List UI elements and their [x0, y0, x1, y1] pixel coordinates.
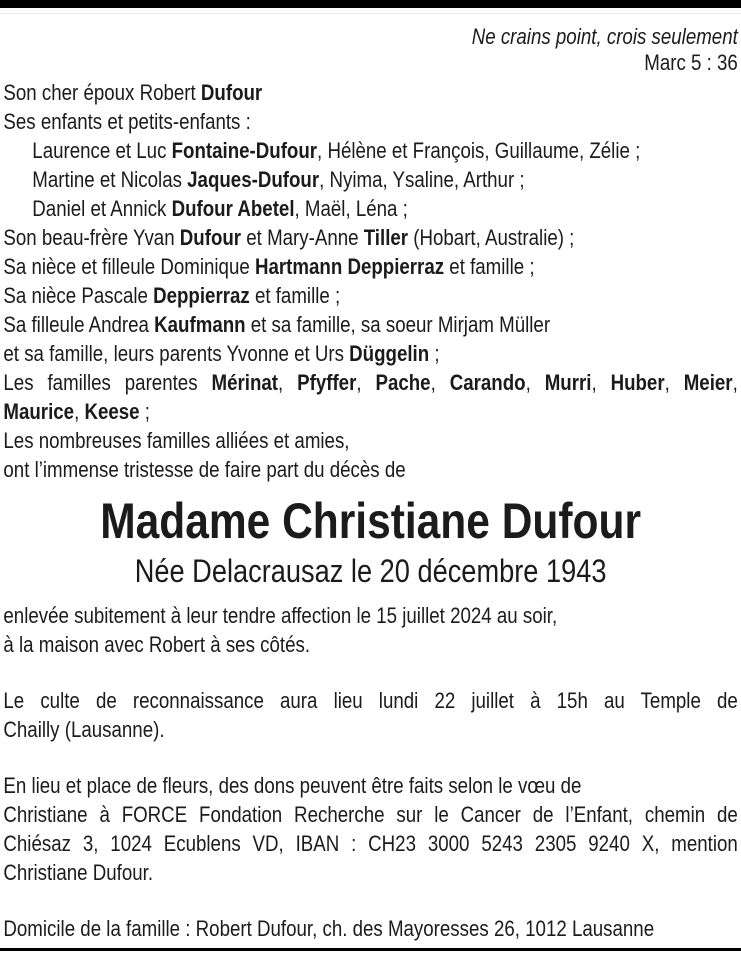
text-segment: Le culte de reconnaissance aura lieu lundi 22 juillet à 15h au Temple de — [3, 688, 738, 713]
text-line — [3, 252, 737, 281]
surname-bold: Meier — [683, 370, 733, 395]
text-segment: et famille ; — [249, 283, 341, 308]
text-segment: (Hobart, Australie) ; — [408, 225, 575, 250]
text-segment: , — [664, 370, 684, 395]
surname-bold: Dufour — [179, 225, 242, 250]
text-segment: , Nyima, Ysaline, Arthur ; — [319, 167, 525, 192]
text-line — [3, 914, 737, 943]
text-segment: Daniel et Annick — [32, 196, 172, 221]
text-segment: et famille ; — [444, 254, 535, 279]
text-segment: enlevée subitement à leur tendre affection le 15 juillet 2024 au soir, — [3, 603, 558, 628]
text-segment: et Mary-Anne — [241, 225, 364, 250]
surname-bold: Dufour Abetel — [171, 196, 295, 221]
text-line — [3, 223, 737, 252]
top-border-rule — [0, 0, 741, 8]
text-line — [3, 426, 737, 455]
surname-bold: Düggelin — [349, 341, 430, 366]
text-segment: Les familles parentes — [3, 370, 212, 395]
death-circumstances-paragraph — [3, 601, 737, 659]
service-information-paragraph — [3, 686, 737, 744]
text-segment: , — [525, 370, 545, 395]
text-line — [3, 136, 737, 165]
text-line — [3, 339, 737, 368]
surname-bold: Mérinat — [211, 370, 279, 395]
surname-bold: Pfyffer — [297, 370, 357, 395]
text-segment: ont l’immense tristesse de faire part du décès de — [3, 457, 406, 482]
text-segment: , Maël, Léna ; — [294, 196, 408, 221]
text-segment: Sa nièce Pascale — [3, 283, 154, 308]
body-paragraphs — [3, 601, 737, 943]
text-segment: à la maison avec Robert à ses côtés. — [3, 632, 311, 657]
text-segment: , — [74, 399, 85, 424]
text-line — [3, 715, 737, 744]
surname-bold: Murri — [544, 370, 592, 395]
text-segment: , — [278, 370, 298, 395]
text-segment: Sa filleule Andrea — [3, 312, 155, 337]
bible-reference: Marc 5 : 36 — [644, 50, 738, 75]
text-line — [3, 800, 737, 829]
text-line — [3, 310, 737, 339]
surname-bold: Fontaine-Dufour — [171, 138, 318, 163]
text-segment: Christiane à FORCE Fondation Recherche sur le Cancer de l’Enfant, chemin de — [3, 802, 738, 827]
donations-paragraph — [3, 771, 737, 887]
surname-bold: Huber — [610, 370, 665, 395]
surname-bold: Pache — [375, 370, 431, 395]
text-segment: En lieu et place de fleurs, des dons peuvent être faits selon le vœu de — [3, 773, 582, 798]
text-segment: et sa famille, sa soeur Mirjam Müller — [245, 312, 551, 337]
surname-bold: Jaques-Dufour — [187, 167, 320, 192]
text-segment: Chiésaz 3, 1024 Ecublens VD, IBAN : CH23 3000 5243 2305 9240 X, mention — [3, 831, 738, 856]
surname-bold: Dufour — [200, 80, 263, 105]
surname-bold: Maurice — [3, 399, 75, 424]
family-address-paragraph — [3, 914, 737, 943]
text-segment: ; — [139, 399, 150, 424]
notice-content — [0, 8, 741, 943]
family-list — [3, 78, 737, 484]
deceased-name-title: Madame Christiane Dufour — [100, 493, 641, 549]
text-line — [3, 601, 737, 630]
surname-bold: Hartmann Deppierraz — [254, 254, 445, 279]
text-line — [3, 630, 737, 659]
text-segment: Son cher époux Robert — [3, 80, 201, 105]
surname-bold: Deppierraz — [153, 283, 250, 308]
text-segment: , — [430, 370, 450, 395]
text-segment: ; — [429, 341, 440, 366]
text-line — [3, 771, 737, 800]
text-line — [3, 455, 737, 484]
text-line — [3, 281, 737, 310]
text-segment: , — [591, 370, 611, 395]
surname-bold: Carando — [449, 370, 526, 395]
text-segment: Ses enfants et petits-enfants : — [3, 109, 251, 134]
text-segment: Christiane Dufour. — [3, 860, 154, 885]
text-segment: et sa famille, leurs parents Yvonne et Urs — [3, 341, 350, 366]
birth-details-subtitle: Née Delacrausaz le 20 décembre 1943 — [134, 553, 607, 589]
text-line — [3, 194, 737, 223]
text-segment: Les nombreuses familles alliées et amies, — [3, 428, 350, 453]
text-line — [3, 368, 737, 397]
text-segment: Martine et Nicolas — [32, 167, 188, 192]
bible-quote: Ne crains point, crois seulement — [471, 24, 738, 49]
epigraph — [3, 24, 737, 76]
bottom-border-rule — [0, 948, 741, 951]
text-line — [3, 858, 737, 887]
text-segment: Laurence et Luc — [32, 138, 172, 163]
text-segment: , — [356, 370, 376, 395]
text-segment: , — [732, 370, 738, 395]
text-segment: , Hélène et François, Guillaume, Zélie ; — [317, 138, 641, 163]
text-line — [3, 397, 737, 426]
text-segment: Son beau-frère Yvan — [3, 225, 180, 250]
text-line — [3, 107, 737, 136]
text-segment: Sa nièce et filleule Dominique — [3, 254, 255, 279]
text-line — [3, 686, 737, 715]
text-line — [3, 78, 737, 107]
surname-bold: Keese — [84, 399, 140, 424]
text-line — [3, 829, 737, 858]
surname-bold: Tiller — [363, 225, 409, 250]
surname-bold: Kaufmann — [154, 312, 246, 337]
text-segment: Chailly (Lausanne). — [3, 717, 165, 742]
text-line — [3, 165, 737, 194]
text-segment: Domicile de la famille : Robert Dufour, ch. des Mayoresses 26, 1012 Lausanne — [3, 916, 655, 941]
